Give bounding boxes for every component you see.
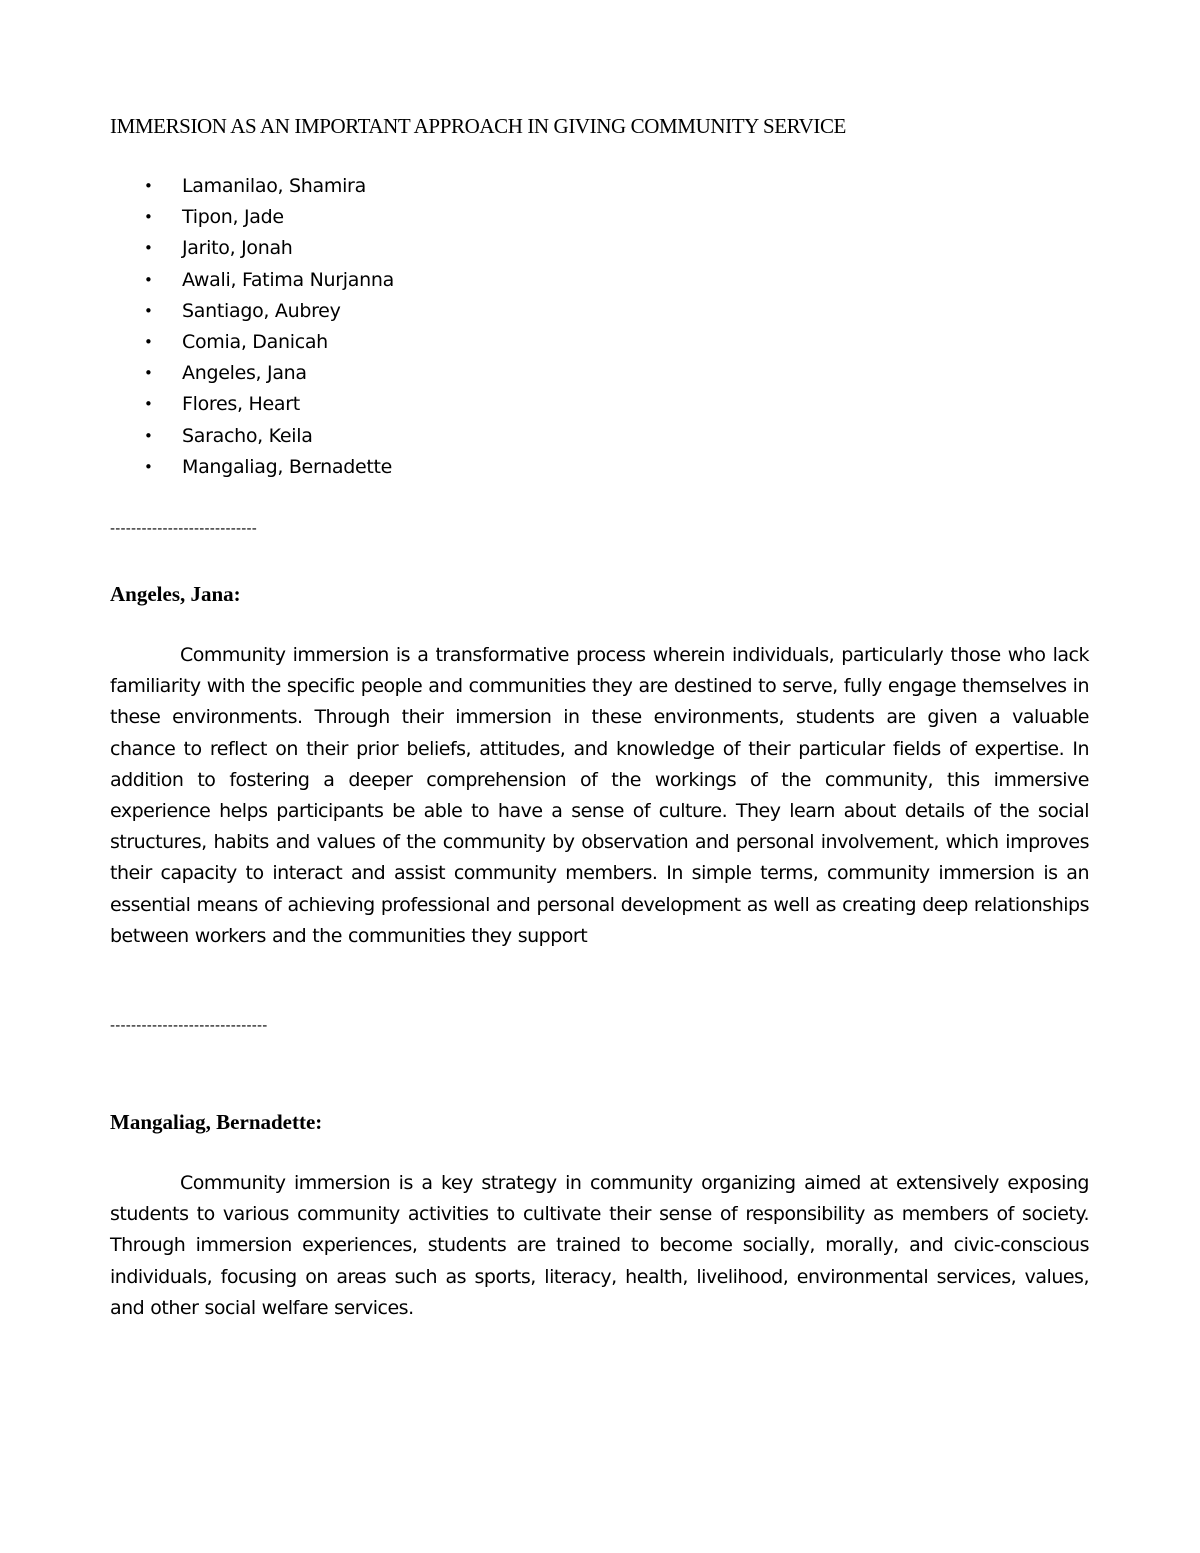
author-name: Mangaliag, Bernadette [182, 455, 393, 478]
author-name: Flores, Heart [182, 393, 300, 416]
author-name: Comia, Danicah [182, 330, 328, 353]
author-name: Lamanilao, Shamira [182, 175, 366, 197]
bullet-icon: • [144, 364, 153, 383]
author-name: Tipon, Jade [182, 206, 284, 229]
author-item [110, 171, 710, 202]
author-name: Jarito, Jonah [182, 237, 293, 260]
author-item [110, 421, 710, 452]
section-heading: Mangaliag, Bernadette: [110, 1110, 323, 1134]
bullet-icon: • [144, 239, 153, 258]
author-item [110, 452, 710, 483]
section-divider: ---------------------------- [110, 521, 258, 537]
author-item [110, 265, 710, 296]
bullet-icon: • [144, 426, 153, 445]
section-paragraph: Community immersion is a key strategy in community organizing aimed at extensively exposing students to various community activities to cultivate their sense of responsibility as members of society. Through immersion experiences, students are trained to become socially, morally, and civic-conscious individuals, focusing on areas such as sports, literacy, health, livelihood, environmental services, values, and other social welfare services. [110, 1172, 1089, 1319]
bullet-icon: • [144, 457, 153, 476]
author-name: Saracho, Keila [182, 424, 313, 447]
section-divider: ------------------------------ [110, 1018, 268, 1034]
bullet-icon: • [144, 301, 153, 320]
author-name: Santiago, Aubrey [182, 299, 341, 322]
bullet-icon: • [144, 332, 153, 351]
author-list [110, 171, 710, 483]
author-item [110, 358, 710, 389]
bullet-icon: • [144, 177, 153, 195]
document-title: IMMERSION AS AN IMPORTANT APPROACH IN GIVING COMMUNITY SERVICE [110, 114, 846, 138]
author-item [110, 233, 710, 264]
author-item [110, 327, 710, 358]
bullet-icon: • [144, 270, 153, 289]
section-paragraph: Community immersion is a transformative process wherein individuals, particularly those who lack familiarity with the specific people and communities they are destined to serve, fully engage themselves in these environments. Through their immersion in these environments, students are given a valuable chance to reflect on their prior beliefs, attitudes, and knowledge of their particular fields of expertise. In addition to fostering a deeper comprehension of the workings of the community, this immersive experience helps participants be able to have a sense of culture. They learn about details of the social structures, habits and values of the community by observation and personal involvement, which improves their capacity to interact and assist community members. In simple terms, community immersion is an essential means of achieving professional and personal development as well as creating deep relationships between workers and the communities they support [110, 644, 1089, 947]
author-item [110, 202, 710, 233]
section-heading: Angeles, Jana: [110, 582, 241, 606]
author-name: Angeles, Jana [182, 362, 307, 385]
bullet-icon: • [144, 395, 153, 414]
author-item [110, 389, 710, 420]
bullet-icon: • [144, 208, 153, 227]
author-name: Awali, Fatima Nurjanna [182, 268, 394, 291]
author-item [110, 296, 710, 327]
